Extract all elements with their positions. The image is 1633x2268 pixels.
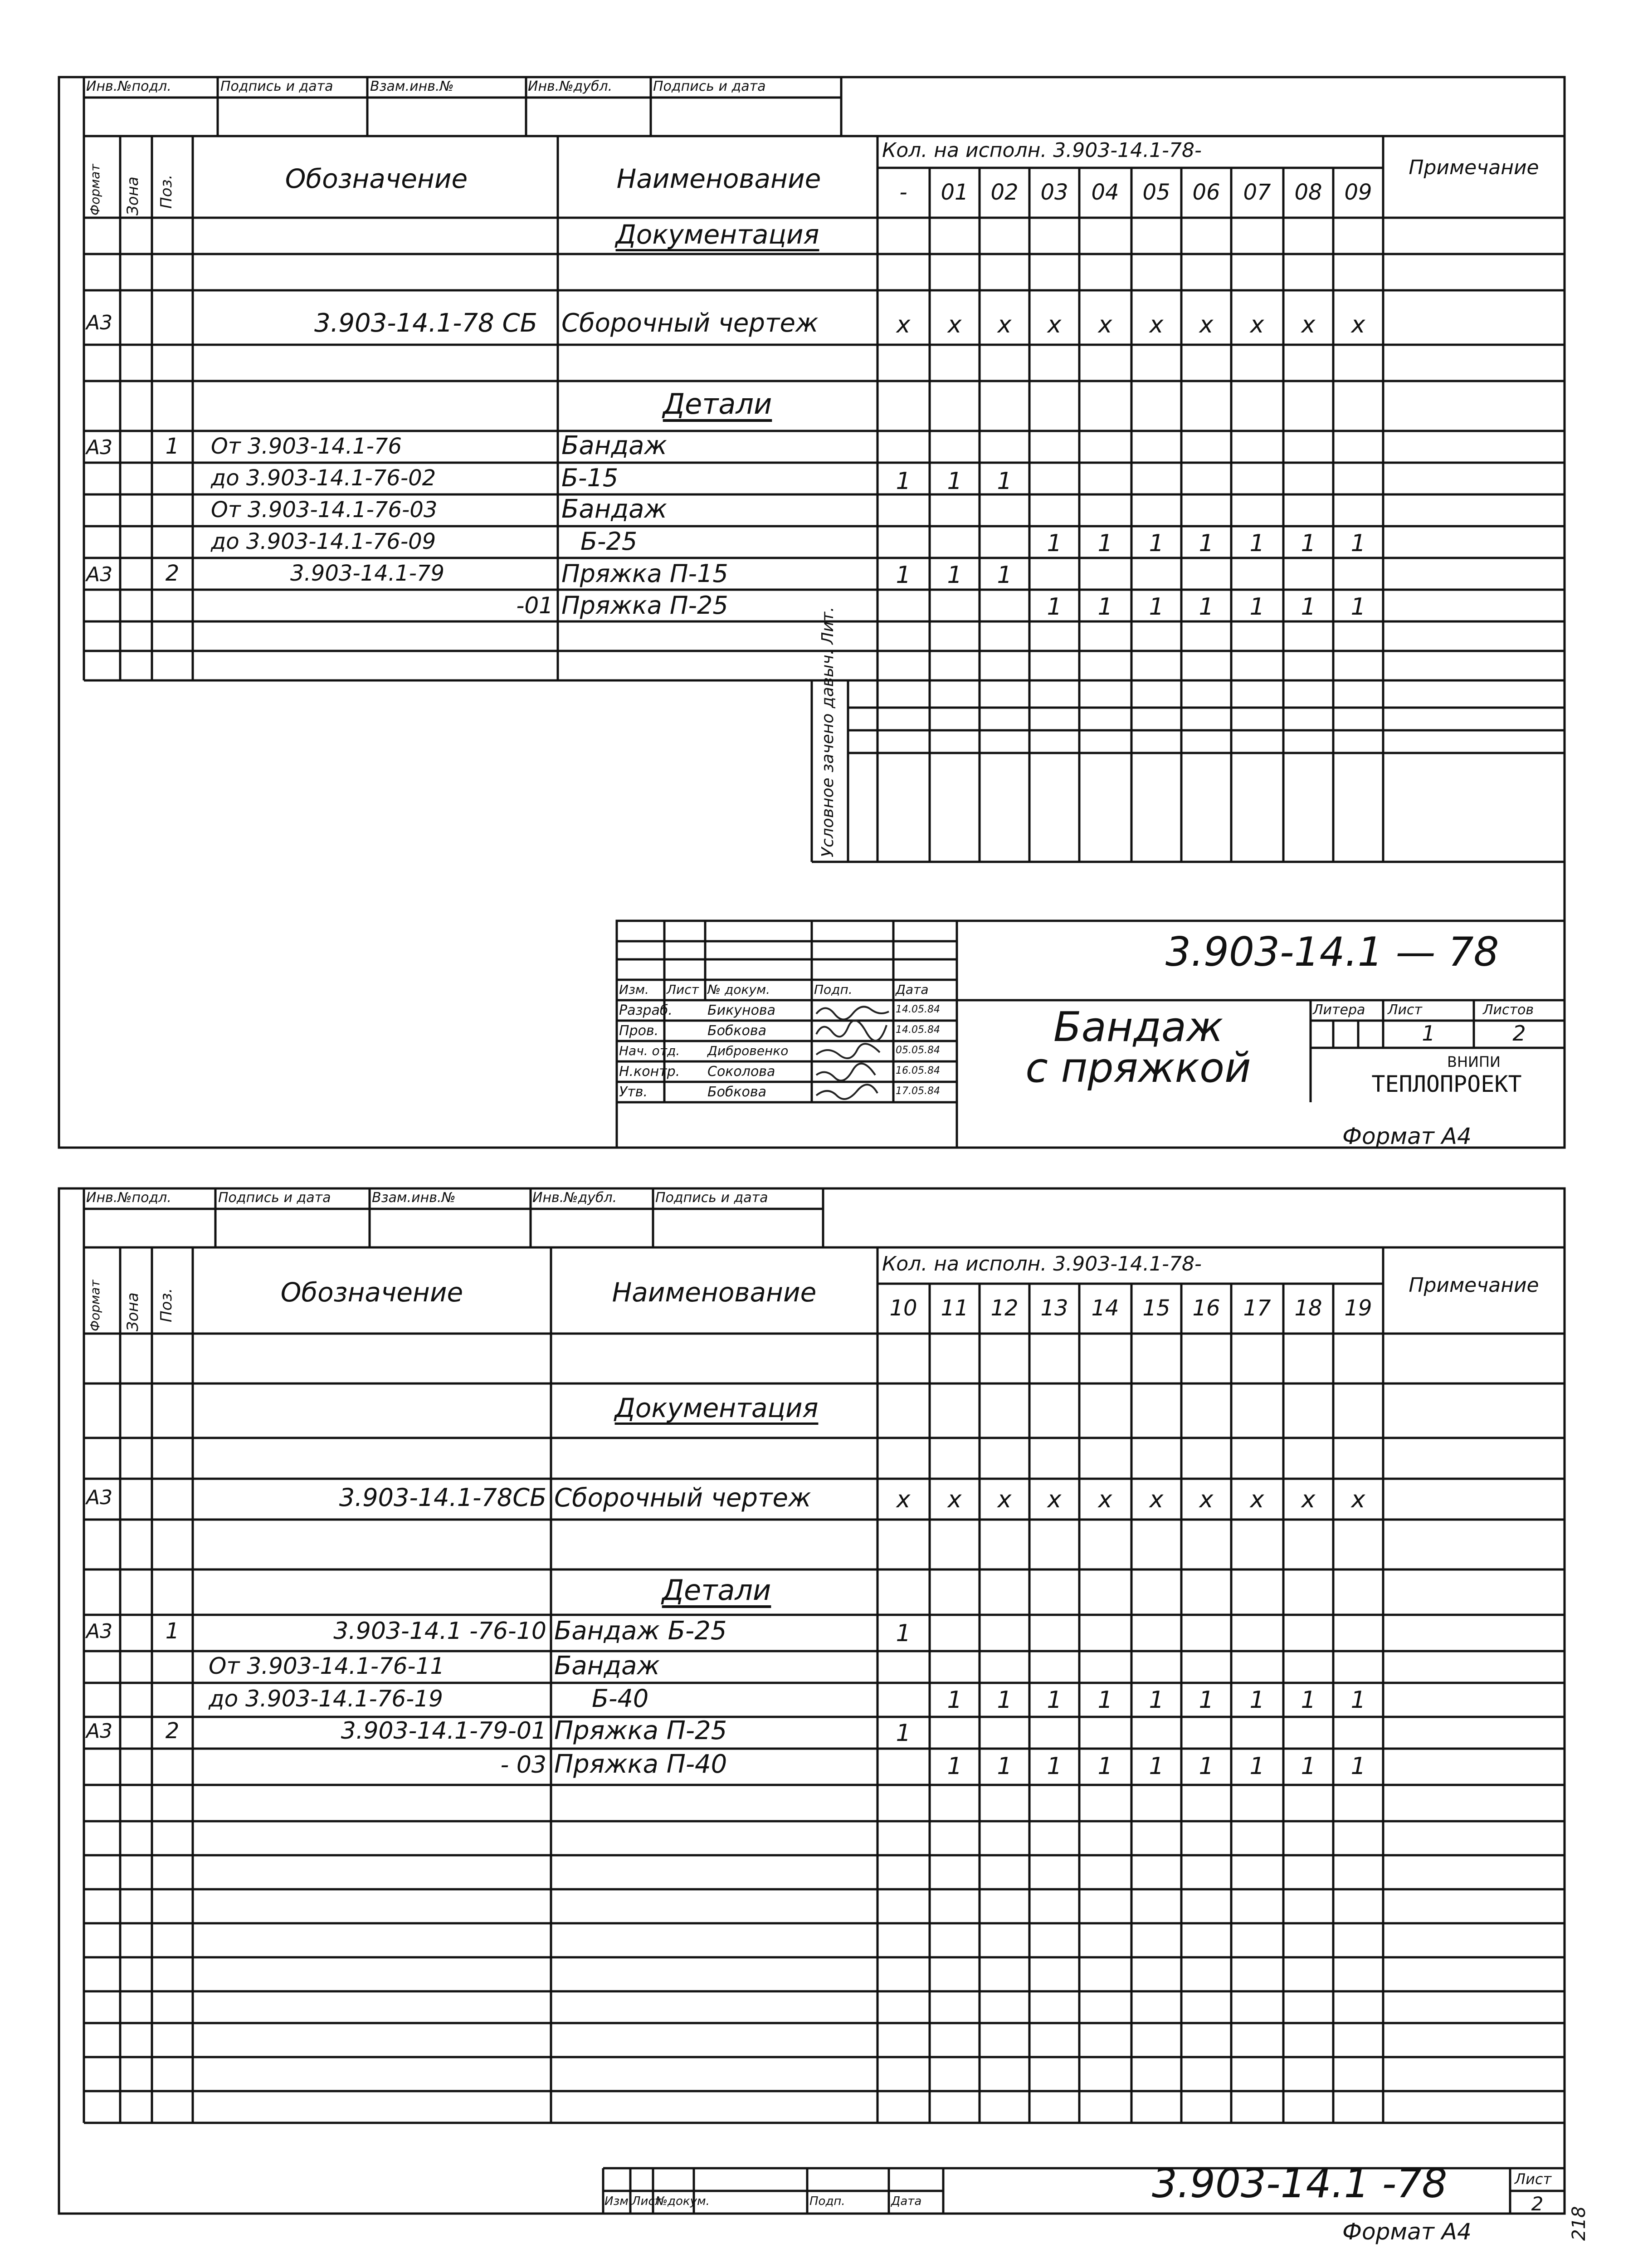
qty-cell: x [1149, 311, 1164, 338]
qty-cell: 1 [1047, 530, 1062, 557]
qty-cell: x [896, 1486, 911, 1513]
qty-cell: x [1149, 1486, 1164, 1513]
cell-designation: -01 [516, 592, 553, 619]
cell-format: А3 [86, 311, 113, 334]
qty-cell: 1 [1149, 1753, 1164, 1780]
col-qty-title: Кол. на исполн. 3.903-14.1-78- [882, 1252, 1202, 1276]
cell-designation: 3.903-14.1-78 СБ [314, 308, 537, 338]
stamp-sign-date: Подпись и дата [220, 78, 333, 94]
qty-cell: 1 [997, 1753, 1012, 1780]
section-documentation: Документация [614, 1393, 819, 1423]
qty-cell: 1 [1199, 1753, 1214, 1780]
col-qty-title: Кол. на исполн. 3.903-14.1-78- [882, 139, 1202, 162]
tb-head-list: Лист [667, 982, 699, 997]
qty-cell: 1 [1149, 1686, 1164, 1714]
qty-cell: 1 [1249, 1753, 1265, 1780]
qty-head: 10 [889, 1295, 917, 1321]
doc-title-line1: Бандаж [1053, 1003, 1224, 1051]
qty-head: 01 [941, 180, 969, 205]
cell-designation: - 03 [500, 1751, 546, 1779]
stamp-inv-dup: Инв.№дубл. [532, 1190, 617, 1206]
qty-cell: 1 [1149, 593, 1164, 621]
qty-cell: x [1047, 311, 1062, 338]
qty-cell: 1 [1047, 1686, 1062, 1714]
tb-head-sign: Подп. [809, 2195, 845, 2208]
col-pos: Поз. [157, 1288, 175, 1322]
qty-cell: x [1199, 1486, 1214, 1513]
conditional-label: Условное зачено давыч. Лит. [819, 606, 837, 857]
section-documentation: Документация [615, 219, 819, 250]
stamp-sign-date-2: Подпись и дата [655, 1190, 768, 1206]
col-name: Наименование [616, 163, 821, 194]
col-format: Формат [88, 1280, 102, 1331]
qty-head: 09 [1344, 180, 1372, 205]
qty-cell: 1 [1149, 530, 1164, 557]
cell-name: Б-25 [580, 527, 638, 556]
qty-cell: 1 [896, 468, 911, 495]
cell-name: Бандаж Б-25 [554, 1616, 727, 1646]
tb-role: Нач. отд. [619, 1043, 680, 1058]
qty-head: 12 [990, 1295, 1019, 1321]
qty-cell: x [1199, 311, 1214, 338]
tb-head-list: Лист [632, 2195, 662, 2208]
doc-title-line2: с пряжкой [1025, 1044, 1251, 1092]
qty-cell: 1 [1350, 593, 1366, 621]
qty-head: 19 [1344, 1295, 1372, 1321]
qty-cell: x [1047, 1486, 1062, 1513]
qty-cell: 1 [947, 562, 962, 589]
cell-name: Пряжка П-25 [561, 591, 728, 620]
cell-name: Б-15 [561, 464, 619, 492]
cell-designation: От 3.903-14.1-76-11 [209, 1653, 445, 1679]
qty-cell: 1 [997, 1686, 1012, 1714]
stamp-inv-orig: Инв.№подл. [86, 1190, 171, 1206]
qty-cell: 1 [1097, 530, 1113, 557]
page-number: 218 [1569, 2206, 1589, 2241]
col-format: Формат [88, 164, 102, 215]
tb-role: Утв. [619, 1084, 648, 1100]
qty-cell: 1 [1199, 593, 1214, 621]
qty-cell: x [1301, 311, 1316, 338]
qty-head: 11 [941, 1295, 969, 1321]
qty-cell: x [1351, 1486, 1365, 1513]
cell-format: А3 [86, 436, 113, 459]
cell-name: Бандаж [554, 1651, 660, 1681]
col-zone: Зона [124, 176, 142, 215]
qty-head: 07 [1243, 180, 1271, 205]
qty-cell: x [896, 311, 911, 338]
tb-head-sign: Подп. [814, 982, 853, 997]
cell-name: Б-40 [592, 1684, 649, 1713]
tb-person: Бобкова [707, 1023, 766, 1039]
qty-head: 08 [1294, 180, 1322, 205]
qty-cell: 1 [947, 1753, 962, 1780]
cell-name: Бандаж [561, 431, 667, 460]
tb-date: 16.05.84 [896, 1065, 940, 1076]
org-name-2: ТЕПЛОПРОЕКТ [1371, 1071, 1522, 1097]
cell-designation: до 3.903-14.1-76-19 [209, 1686, 443, 1712]
tb-head-doc: № докум. [707, 982, 770, 997]
cell-format: А3 [86, 1620, 113, 1643]
stamp-sign-date-2: Подпись и дата [653, 78, 766, 94]
col-designation: Обозначение [280, 1277, 463, 1308]
cell-name: Сборочный чертеж [561, 308, 819, 338]
qty-cell: 1 [896, 1620, 911, 1647]
tb-role: Пров. [619, 1023, 659, 1039]
qty-cell: x [1098, 311, 1112, 338]
cell-designation: 3.903-14.1-79 [290, 561, 445, 586]
tb-person: Бобкова [707, 1084, 766, 1100]
cell-pos: 1 [165, 1618, 180, 1644]
doc-code: 3.903-14.1 — 78 [1165, 929, 1499, 975]
qty-cell: 1 [896, 562, 911, 589]
cell-designation: до 3.903-14.1-76-09 [211, 529, 436, 554]
tb-date: 05.05.84 [896, 1045, 940, 1056]
qty-head: 15 [1142, 1295, 1170, 1321]
tb-liter-label: Литера [1313, 1002, 1365, 1018]
qty-head: - [899, 180, 907, 205]
qty-head: 17 [1243, 1295, 1271, 1321]
tb-head-izm: Изм. [619, 982, 649, 997]
qty-cell: 1 [1199, 530, 1214, 557]
tb-sheets-no: 2 [1512, 1021, 1526, 1046]
tb-person: Бикунова [707, 1002, 775, 1018]
qty-cell: 1 [1249, 530, 1265, 557]
qty-cell: 1 [1097, 1753, 1113, 1780]
org-name-1: ВНИПИ [1447, 1053, 1501, 1070]
qty-cell: x [1301, 1486, 1316, 1513]
col-designation: Обозначение [285, 163, 468, 194]
qty-cell: 1 [1301, 530, 1316, 557]
section-parts: Детали [663, 387, 772, 420]
cell-name: Пряжка П-25 [554, 1716, 727, 1745]
cell-designation: 3.903-14.1-78СБ [339, 1483, 546, 1512]
qty-cell: x [997, 1486, 1012, 1513]
qty-cell: 1 [1301, 1753, 1316, 1780]
qty-cell: 1 [1199, 1686, 1214, 1714]
tb-role: Н.контр. [619, 1064, 680, 1080]
col-note: Примечание [1409, 156, 1539, 179]
qty-cell: 1 [1350, 1686, 1366, 1714]
format-label-1: Формат А4 [1342, 1123, 1472, 1149]
tb-person: Соколова [707, 1064, 775, 1080]
tb-role: Разраб. [619, 1002, 673, 1018]
tb-date: 14.05.84 [896, 1004, 940, 1015]
qty-cell: 1 [1097, 1686, 1113, 1714]
cell-name: Сборочный чертеж [554, 1483, 811, 1513]
cell-pos: 2 [165, 1718, 180, 1744]
qty-cell: x [1098, 1486, 1112, 1513]
cell-pos: 1 [165, 434, 180, 459]
cell-designation: 3.903-14.1-79-01 [341, 1717, 546, 1745]
qty-cell: 1 [1301, 1686, 1316, 1714]
stamp-replace-inv: Взам.инв.№ [370, 78, 454, 94]
qty-cell: 1 [1097, 593, 1113, 621]
tb-person: Дибровенко [707, 1043, 789, 1058]
tb-head-doc: №докум. [655, 2195, 710, 2208]
qty-cell: x [997, 311, 1012, 338]
section-parts: Детали [662, 1574, 771, 1607]
qty-cell: 1 [997, 468, 1012, 495]
qty-head: 02 [990, 180, 1019, 205]
qty-head: 03 [1040, 180, 1068, 205]
col-zone: Зона [124, 1292, 142, 1331]
col-name: Наименование [612, 1277, 817, 1308]
cell-designation: 3.903-14.1 -76-10 [333, 1618, 546, 1645]
qty-cell: 1 [1047, 1753, 1062, 1780]
tb-sheet-no: 2 [1531, 2193, 1544, 2215]
cell-pos: 2 [165, 561, 180, 586]
cell-designation: От 3.903-14.1-76 [211, 434, 402, 459]
qty-head: 06 [1192, 180, 1220, 205]
qty-head: 05 [1142, 180, 1170, 205]
qty-cell: 1 [1249, 1686, 1265, 1714]
cell-name: Пряжка П-15 [561, 559, 728, 588]
qty-head: 14 [1091, 1295, 1119, 1321]
qty-head: 18 [1294, 1295, 1322, 1321]
qty-cell: 1 [1350, 1753, 1366, 1780]
format-label-2: Формат А4 [1342, 2219, 1472, 2245]
tb-sheets-label: Листов [1483, 1002, 1534, 1018]
tb-sheet-label: Лист [1388, 1002, 1423, 1018]
tb-head-date: Дата [896, 982, 929, 997]
qty-cell: 1 [896, 1720, 911, 1747]
qty-cell: 1 [1249, 593, 1265, 621]
qty-cell: x [947, 1486, 962, 1513]
qty-head: 16 [1192, 1295, 1220, 1321]
cell-format: А3 [86, 563, 113, 586]
tb-head-izm: Изм [604, 2195, 629, 2208]
stamp-replace-inv: Взам.инв.№ [372, 1190, 456, 1206]
qty-head: 04 [1091, 180, 1119, 205]
qty-cell: 1 [1301, 593, 1316, 621]
qty-head: 13 [1040, 1295, 1068, 1321]
stamp-sign-date: Подпись и дата [218, 1190, 331, 1206]
cell-format: А3 [86, 1486, 113, 1509]
cell-name: Бандаж [561, 494, 667, 524]
qty-cell: x [1351, 311, 1365, 338]
qty-cell: x [1250, 1486, 1264, 1513]
cell-designation: От 3.903-14.1-76-03 [211, 497, 438, 523]
qty-cell: x [1250, 311, 1264, 338]
tb-sheet-label: Лист [1515, 2170, 1552, 2188]
stamp-inv-orig: Инв.№подл. [86, 78, 171, 94]
qty-cell: x [947, 311, 962, 338]
tb-date: 14.05.84 [896, 1024, 940, 1036]
stamp-inv-dup: Инв.№дубл. [528, 78, 613, 94]
qty-cell: 1 [997, 562, 1012, 589]
cell-designation: до 3.903-14.1-76-02 [211, 465, 436, 491]
tb-sheet-no: 1 [1422, 1021, 1435, 1046]
cell-format: А3 [86, 1720, 113, 1743]
qty-cell: 1 [947, 468, 962, 495]
doc-code: 3.903-14.1 -78 [1152, 2160, 1448, 2207]
qty-cell: 1 [1350, 530, 1366, 557]
tb-head-date: Дата [891, 2195, 922, 2208]
tb-date: 17.05.84 [896, 1085, 940, 1097]
qty-cell: 1 [1047, 593, 1062, 621]
col-note: Примечание [1409, 1274, 1539, 1297]
cell-name: Пряжка П-40 [554, 1750, 727, 1779]
col-pos: Поз. [157, 174, 175, 209]
qty-cell: 1 [947, 1686, 962, 1714]
